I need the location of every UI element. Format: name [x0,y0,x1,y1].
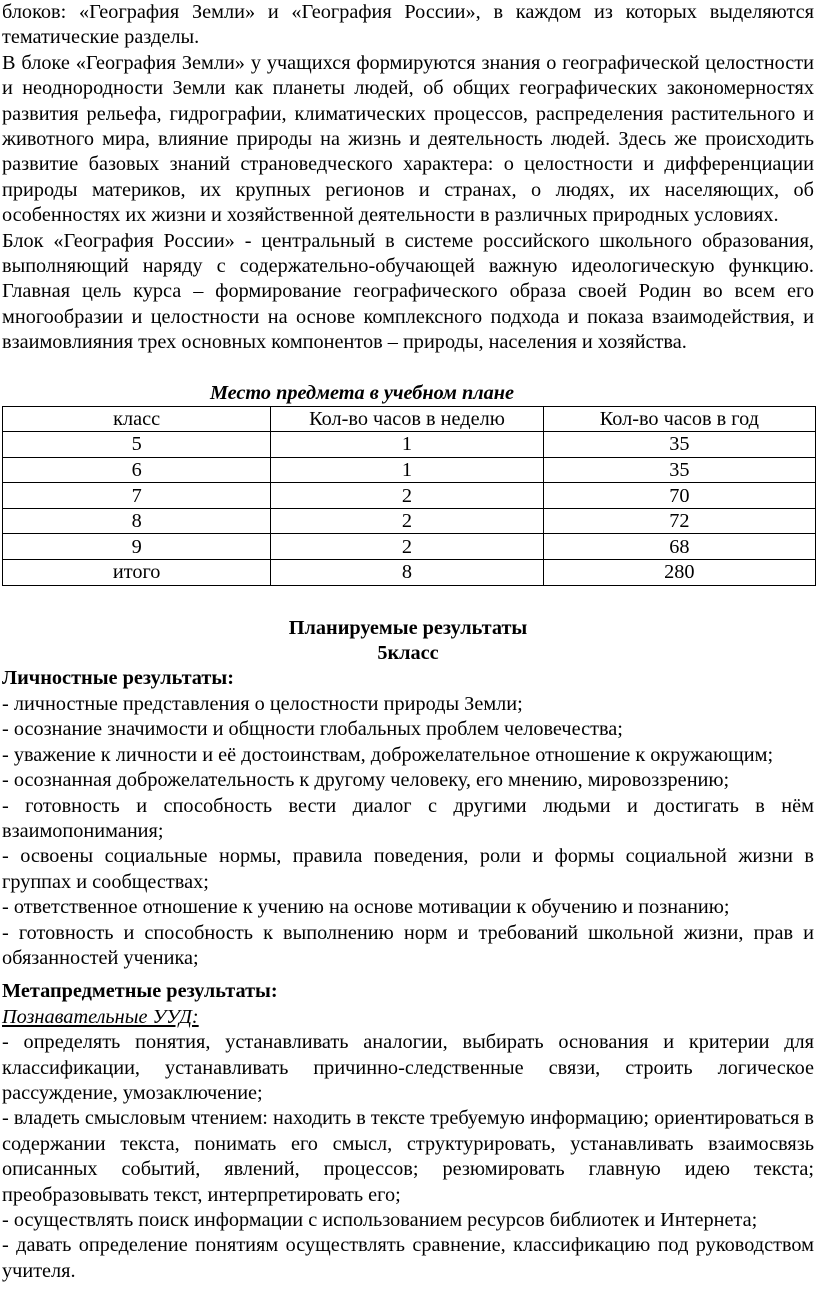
list-item: - осуществлять поиск информации с использованием ресурсов библиотек и Интернета; [2,1209,758,1231]
cognitive-uud-heading: Познавательные УУД: [2,1005,199,1028]
cell-class: 8 [3,508,271,534]
cell-hours-year: 35 [543,457,815,483]
meta-results-heading: Метапредметные результаты: [2,980,278,1003]
table-header-row [3,407,816,432]
list-item: - готовность и способность к выполнению норм и требований школьной жизни, прав и обязанностей ученика; [2,921,814,969]
cell-hours-year: 72 [543,508,815,534]
header-class: класс [3,407,271,432]
cell-class: 9 [3,534,271,560]
list-item: - освоены социальные нормы, правила поведения, роли и формы социальной жизни в группах и сообществах; [2,845,814,893]
results-grade: 5класс [377,642,439,665]
cell-hours-week: 2 [271,534,543,560]
cell-hours-year: 70 [543,483,815,509]
cell-hours-week: 1 [271,432,543,458]
cell-hours-week: 1 [271,457,543,483]
list-item: - осознанная доброжелательность к другому человеку, его мнению, мировоззрению; [2,769,730,792]
cell-hours-week: 2 [271,483,543,509]
list-item: - готовность и способность вести диалог с другими людьми и достигать в нём взаимопонимания; [2,794,814,842]
cell-class: 6 [3,457,271,483]
table-row [3,457,816,483]
cell-hours-week: 8 [271,560,543,586]
header-hours-week: Кол-во часов в неделю [271,407,543,432]
list-item: - личностные представления о целостности природы Земли; [2,692,523,715]
header-hours-year: Кол-во часов в год [543,407,815,432]
list-item: - ответственное отношение к учению на основе мотивации к обучению и познанию; [2,896,730,919]
table-row [3,508,816,534]
cell-hours-year: 35 [543,432,815,458]
table-caption: Место предмета в учебном плане [209,381,515,404]
list-item: - давать определение понятиям осуществлять сравнение, классификацию под руководством учителя. [2,1234,814,1282]
cell-class: 5 [3,432,271,458]
table-row [3,432,816,458]
list-item: - осознание значимости и общности глобальных проблем человечества; [2,718,623,741]
list-item: - уважение к личности и её достоинствам, доброжелательное отношение к окружающим; [2,743,774,766]
cell-class: итого [3,560,271,586]
table-row [3,534,816,560]
personal-results-heading: Личностные результаты: [2,667,234,690]
list-item: - владеть смысловым чтением: находить в тексте требуемую информацию; ориентироваться в содержании текста, понимать его смысл, структурировать, устанавливать взаимосвязь описанных событий, явлений, процессов; резюмировать главную идею текста; преобразовывать текст, интерпретировать его; [2,1107,814,1206]
cell-hours-year: 280 [543,560,815,586]
intro-paragraph-1: блоков: «География Земли» и «География России», в каждом из которых выделяются тематические разделы. [2,1,814,49]
cell-hours-week: 2 [271,508,543,534]
study-plan-table [2,406,816,586]
table-row [3,483,816,509]
results-title: Планируемые результаты [288,616,528,639]
cell-class: 7 [3,483,271,509]
cell-hours-year: 68 [543,534,815,560]
intro-paragraph-3: Блок «География России» - центральный в системе российского школьного образования, выполняющий наряду с содержательно-обучающей важную идеологическую функцию. Главная цель курса – формирование географического образа своей Родин во всем его многообразии и целостности на основе комплексного подхода и показа взаимодействия, и взаимовлияния трех основных компонентов – природы, населения и хозяйства. [2,229,814,354]
table-total-row [3,560,816,586]
list-item: - определять понятия, устанавливать аналогии, выбирать основания и критерии для классификации, устанавливать причинно-следственные связи, строить логическое рассуждение, умозаключение; [2,1031,814,1104]
intro-paragraph-2: В блоке «География Земли» у учащихся формируются знания о географической целостности и неоднородности Земли как планеты людей, об общих географических закономерностях развития рельефа, гидрографии, климатических процессов, распределения растительного и животного мира, влияние природы на жизнь и деятельность людей. Здесь же происходить развитие базовых знаний страноведческого характера: о целостности и дифференциации природы материков, их крупных регионов и странах, о людях, их населяющих, об особенностях их жизни и хозяйственной деятельности в различных природных условиях. [2,51,814,227]
